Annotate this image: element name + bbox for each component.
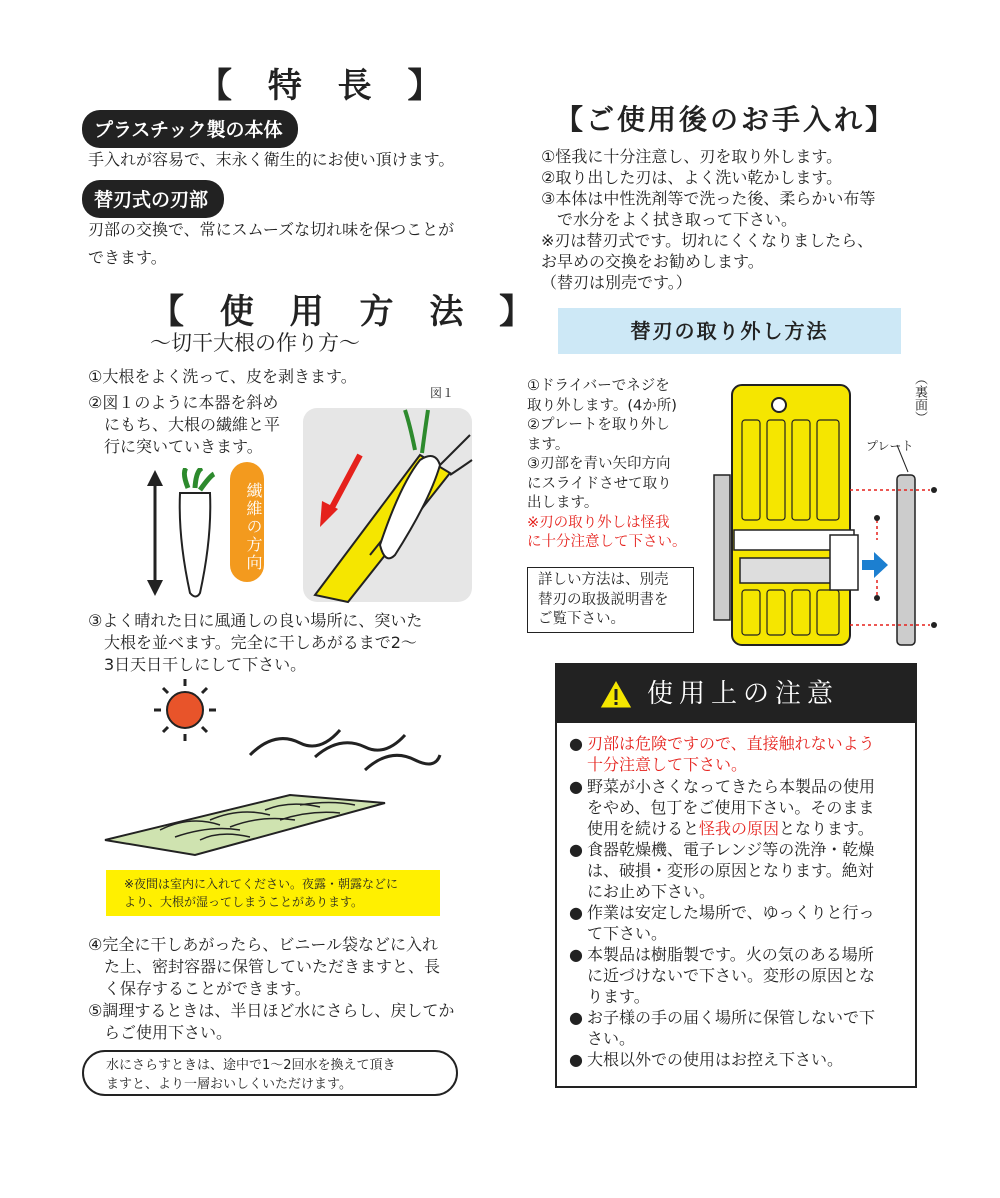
caution-line: にお止め下さい。 [587, 882, 716, 901]
detail-note-line: 詳しい方法は、別売 [538, 572, 669, 588]
bullet: ● [569, 1008, 583, 1027]
feature-blade-title: 替刃式の刃部 [82, 180, 224, 218]
care-line: で水分をよく拭き取って下さい。 [541, 210, 798, 229]
bullet: ● [569, 945, 583, 964]
blade-step-line: ②プレートを取り外し [527, 417, 670, 433]
plate-label: プレート [866, 439, 914, 453]
radish-icon [140, 468, 220, 598]
care-line: （替刃は別売です。） [541, 273, 692, 292]
slicer-back-diagram [712, 380, 942, 650]
care-line: ②取り出した刃は、よく洗い乾かします。 [541, 168, 843, 187]
detail-note-line: ご覧下さい。 [538, 611, 625, 627]
caution-item [569, 733, 915, 775]
care-list [541, 146, 875, 293]
caution-line: 大根以外での使用はお控え下さい。 [587, 1050, 844, 1069]
step-3 [88, 610, 422, 676]
step-2 [88, 392, 280, 458]
caution-item [569, 1049, 915, 1070]
blade-step-line: ます。 [527, 436, 570, 453]
step-3-line: 大根を並べます。完全に干しあがるまで2～ [88, 633, 417, 652]
night-note-line: より、大根が湿ってしまうことがあります。 [124, 895, 364, 909]
caution-line: さい。 [587, 1029, 636, 1048]
fiber-direction-badge [230, 462, 264, 582]
caution-line-highlight: 怪我の原因 [699, 819, 780, 838]
feature-plastic-title: プラスチック製の本体 [82, 110, 298, 148]
care-title: 【ご使用後のお手入れ】 [555, 103, 897, 136]
step-3-line: 3日天日干しにして下さい。 [88, 655, 307, 674]
feature-plastic-text: 手入れが容易で、末永く衛生的にお使い頂けます。 [88, 150, 455, 169]
feature-blade-text-1: 刃部の交換で、常にスムーズな切れ味を保つことが [88, 220, 455, 239]
bullet: ● [569, 734, 583, 753]
care-line: ※刃は替刃式です。切れにくくなりましたら、 [541, 231, 874, 250]
caution-line: 本製品は樹脂製です。火の気のある場所 [587, 945, 874, 964]
blade-step-line: ①ドライバーでネジを [527, 378, 670, 394]
bullet: ● [569, 1050, 583, 1069]
blade-step-line: ③刃部を青い矢印方向 [527, 456, 671, 472]
caution-list [557, 723, 915, 1070]
radish-slicer-illustration [300, 405, 475, 605]
step-4-line: く保存することができます。 [88, 979, 311, 998]
caution-item [569, 776, 915, 839]
step-2-line: 行に突いていきます。 [88, 437, 263, 456]
caution-title: 使用上の注意 [647, 679, 840, 709]
sun-drying-illustration [100, 675, 460, 865]
bullet: ● [569, 840, 583, 859]
caution-line: お子様の手の届く場所に保管しないで下 [587, 1008, 876, 1027]
caution-item [569, 902, 915, 944]
care-line: お早めの交換をお勧めします。 [541, 252, 764, 271]
water-note-line: ますと、より一層おいしくいただけます。 [106, 1077, 352, 1092]
caution-item [569, 944, 915, 1007]
step-4-line: た上、密封容器に保管していただきますと、長 [88, 957, 441, 976]
blade-removal-banner [558, 308, 901, 354]
step-4-line: ④完全に干しあがったら、ビニール袋などに入れ [88, 935, 439, 954]
bullet: ● [569, 777, 583, 796]
caution-header [557, 665, 915, 723]
figure-label: 図１ [430, 386, 455, 400]
caution-line: 十分注意して下さい。 [587, 755, 748, 774]
care-line: ①怪我に十分注意し、刃を取り外します。 [541, 147, 843, 166]
caution-line: ります。 [587, 987, 650, 1006]
usage-subtitle: ～切干大根の作り方～ [150, 331, 360, 355]
step-2-line: ②図１のように本器を斜め [88, 393, 279, 412]
sun-icon [167, 692, 203, 728]
bullet: ● [569, 903, 583, 922]
night-note [106, 870, 440, 916]
blade-warning-line: ※刃の取り外しは怪我 [527, 514, 670, 531]
water-note-line: 水にさらすときは、途中で1～2回水を換えて頂き [106, 1058, 396, 1073]
detail-note-line: 替刃の取扱説明書を [538, 591, 669, 608]
caution-line: をやめ、包丁をご使用下さい。そのまま [587, 798, 875, 817]
caution-line: 刃部は危険ですので、直接触れないよう [587, 734, 875, 753]
caution-line-part: 使用を続けると [587, 819, 700, 838]
detail-note [527, 567, 694, 633]
caution-line: は、破損・変形の原因となります。絶対 [587, 861, 874, 880]
step-3-line: ③よく晴れた日に風通しの良い場所に、突いた [88, 611, 423, 630]
step-5-line: ⑤調理するときは、半日ほど水にさらし、戻してか [88, 1001, 455, 1020]
usage-title: 【 使 用 方 法 】 [150, 292, 546, 332]
blade-step-line: にスライドさせて取り [527, 475, 672, 492]
blade-warning-line: に十分注意して下さい。 [527, 534, 687, 550]
features-title: 【 特 長 】 [198, 66, 454, 106]
care-line: ③本体は中性洗剤等で洗った後、柔らかい布等 [541, 189, 876, 208]
caution-line-part: となります。 [779, 819, 874, 838]
step-5-line: らご使用下さい。 [88, 1023, 233, 1042]
caution-line: に近づけないで下さい。変形の原因とな [587, 966, 876, 985]
warning-icon [599, 679, 633, 709]
step-1: ①大根をよく洗って、皮を剥きます。 [88, 367, 357, 386]
feature-blade-text-2: できます。 [88, 248, 167, 267]
caution-line: 作業は安定した場所で、ゆっくりと行っ [587, 903, 875, 922]
blade-removal-title: 替刃の取り外し方法 [630, 319, 829, 343]
back-side-label: （裏面） [912, 372, 927, 424]
caution-item [569, 839, 915, 902]
caution-line: 食器乾燥機、電子レンジ等の洗浄・乾燥 [587, 840, 875, 859]
blade-step-line: 出します。 [527, 495, 599, 511]
blade-steps [527, 377, 687, 553]
fiber-direction-label: 繊維の方向 [244, 482, 263, 572]
step-5 [88, 1000, 454, 1044]
caution-item [569, 1007, 915, 1049]
water-note [82, 1050, 458, 1096]
blade-step-line: 取り外します。(4か所) [527, 397, 677, 414]
caution-line: 野菜が小さくなってきたら本製品の使用 [587, 777, 876, 796]
step-4 [88, 934, 440, 1000]
step-2-line: にもち、大根の繊維と平 [88, 415, 281, 434]
caution-line [587, 818, 915, 839]
night-note-line: ※夜間は室内に入れてください。夜露・朝露などに [124, 877, 399, 891]
caution-line: て下さい。 [587, 924, 668, 943]
caution-box [555, 663, 917, 1088]
